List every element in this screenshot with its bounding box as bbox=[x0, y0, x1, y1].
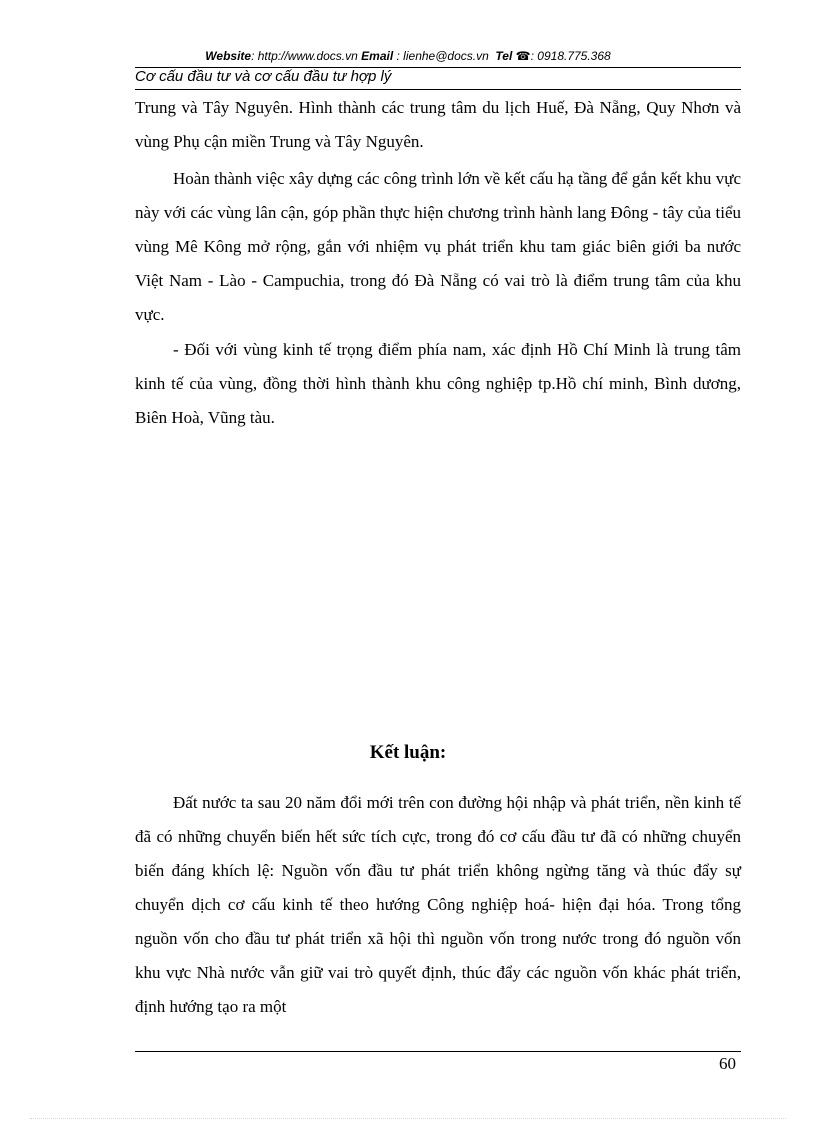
paragraph-southern-region: - Đối với vùng kinh tế trọng điểm phía nam, xác định Hồ Chí Minh là trung tâm kinh tế của vùng, đồng thời hình thành khu công nghiệp tp.Hồ chí minh, Bình dương, Biên Hoà, Vũng tàu. bbox=[135, 340, 741, 427]
header-divider-bottom bbox=[135, 89, 741, 90]
tel-label: Tel bbox=[495, 49, 513, 63]
paragraph-continuation: Trung và Tây Nguyên. Hình thành các trung tâm du lịch Huế, Đà Nẵng, Quy Nhơn và vùng Phụ cận miền Trung và Tây Nguyên. bbox=[135, 98, 741, 151]
email-value: : lienhe@docs.vn bbox=[396, 49, 489, 63]
website-label: Website bbox=[205, 49, 252, 63]
tel-value: : 0918.775.368 bbox=[530, 49, 611, 63]
page-bottom-border bbox=[30, 1118, 786, 1119]
conclusion-paragraph: Đất nước ta sau 20 năm đổi mới trên con đường hội nhập và phát triển, nền kinh tế đã có những chuyển biến hết sức tích cực, trong đó cơ cấu đầu tư đã có những chuyển biến đáng khích lệ: Nguồn vốn đầu tư phát triển không ngừng tăng và thúc đẩy sự chuyển dịch cơ cấu kinh tế theo hướng Công nghiệp hoá- hiện đại hóa. Trong tổng nguồn vốn cho đầu tư phát triển xã hội thì nguồn vốn trong nước trong đó nguồn vốn khu vực Nhà nước vẫn giữ vai trò quyết định, thúc đẩy các nguồn vốn khác phát triển, định hướng tạo ra một bbox=[135, 793, 741, 1016]
conclusion-heading: Kết luận: bbox=[369, 742, 447, 763]
paragraph-infrastructure: Hoàn thành việc xây dựng các công trình lớn về kết cấu hạ tầng để gắn kết khu vực này với các vùng lân cận, góp phần thực hiện chương trình hành lang Đông - tây của tiểu vùng Mê Kông mở rộng, gắn với nhiệm vụ phát triển khu tam giác biên giới ba nước Việt Nam - Lào - Campuchia, trong đó Đà Nẵng có vai trò là điểm trung tâm của khu vực. bbox=[135, 169, 741, 324]
header-contact-line bbox=[0, 49, 816, 63]
website-value: : http://www.docs.vn bbox=[251, 49, 358, 63]
phone-icon: ☎ bbox=[515, 49, 531, 63]
document-title: Cơ cấu đầu tư và cơ cấu đầu tư hợp lý bbox=[135, 68, 392, 85]
page-number: 60 bbox=[719, 1054, 736, 1073]
email-label: Email bbox=[361, 49, 394, 63]
footer-divider bbox=[135, 1051, 741, 1052]
